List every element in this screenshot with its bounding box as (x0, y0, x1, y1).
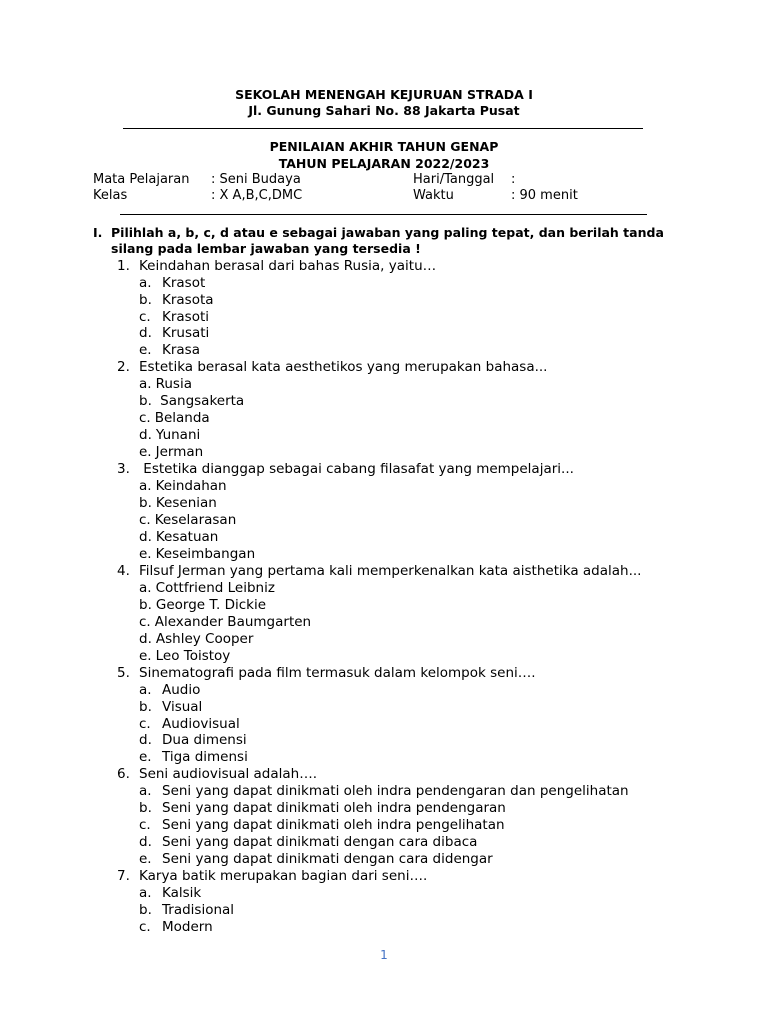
option-1a: a. Krasot (139, 275, 206, 291)
option-5e: e. Tiga dimensi (139, 749, 248, 765)
question-1 (117, 258, 436, 275)
option-5d: d. Dua dimensi (139, 732, 247, 748)
option-7b: b. Tradisional (139, 902, 235, 918)
subject-label: Mata Pelajaran (93, 172, 190, 187)
option-2b: b. Sangsakerta (139, 393, 245, 409)
time-value: : 90 menit (511, 188, 578, 203)
instruction-text: Pilihlah a, b, c, d atau e sebagai jawaban yang paling tepat, dan berilah tanda silang pada lembar jawaban yang tersedia ! (111, 225, 664, 256)
class-value: : X A,B,C,DMC (211, 188, 303, 203)
date-value: : (511, 172, 516, 187)
question-4 (117, 563, 641, 580)
question-number: 3. (117, 461, 130, 477)
option-3c: c. Keselarasan (139, 512, 237, 528)
option-1b: b. Krasota (139, 292, 214, 308)
question-text: Filsuf Jerman yang pertama kali memperkenalkan kata aisthetika adalah... (139, 563, 642, 579)
option-3e: e. Keseimbangan (139, 546, 256, 562)
section-instruction (93, 225, 693, 257)
option-2e: e. Jerman (139, 444, 204, 460)
question-text: Keindahan berasal dari bahas Rusia, yaitu… (139, 258, 437, 274)
question-text: Estetika dianggap sebagai cabang filasafat yang mempelajari... (139, 461, 574, 477)
question-text: Karya batik merupakan bagian dari seni…. (139, 868, 428, 884)
option-1d: d. Krusati (139, 325, 210, 341)
option-4c: c. Alexander Baumgarten (139, 614, 312, 630)
option-7a: a. Kalsik (139, 885, 202, 901)
question-7 (117, 868, 427, 885)
option-1e: e. Krasa (139, 342, 200, 358)
question-text: Sinematografi pada film termasuk dalam kelompok seni…. (139, 665, 536, 681)
option-4e: e. Leo Toistoy (139, 648, 231, 664)
class-label: Kelas (93, 188, 128, 203)
question-number: 7. (117, 868, 130, 884)
question-2 (117, 359, 547, 376)
info-divider (120, 214, 647, 215)
option-3d: d. Kesatuan (139, 529, 219, 545)
page-number: 1 (380, 948, 388, 962)
time-label: Waktu (413, 188, 454, 203)
question-number: 1. (117, 258, 130, 274)
option-2c: c. Belanda (139, 410, 210, 426)
question-number: 6. (117, 766, 130, 782)
question-text: Seni audiovisual adalah…. (139, 766, 318, 782)
question-3 (117, 461, 574, 478)
question-number: 2. (117, 359, 130, 375)
option-6e: e. Seni yang dapat dinikmati dengan cara didengar (139, 851, 493, 867)
option-1c: c. Krasoti (139, 309, 210, 325)
school-name: SEKOLAH MENENGAH KEJURUAN STRADA I (235, 87, 533, 102)
option-5a: a. Audio (139, 682, 201, 698)
option-2d: d. Yunani (139, 427, 201, 443)
header-divider (123, 128, 643, 129)
exam-title: PENILAIAN AKHIR TAHUN GENAP (269, 139, 499, 154)
subject-value: : Seni Budaya (211, 172, 301, 187)
option-6c: c. Seni yang dapat dinikmati oleh indra pengelihatan (139, 817, 505, 833)
question-number: 4. (117, 563, 130, 579)
option-3a: a. Keindahan (139, 478, 227, 494)
option-4b: b. George T. Dickie (139, 597, 267, 613)
option-3b: b. Kesenian (139, 495, 217, 511)
option-6d: d. Seni yang dapat dinikmati dengan cara dibaca (139, 834, 478, 850)
option-4a: a. Cottfriend Leibniz (139, 580, 275, 596)
option-7c: c. Modern (139, 919, 213, 935)
section-number: I. (93, 225, 103, 240)
option-6b: b. Seni yang dapat dinikmati oleh indra pendengaran (139, 800, 506, 816)
date-label: Hari/Tanggal (413, 172, 495, 187)
option-6a: a. Seni yang dapat dinikmati oleh indra pendengaran dan pengelihatan (139, 783, 629, 799)
question-text: Estetika berasal kata aesthetikos yang merupakan bahasa... (139, 359, 548, 375)
option-4d: d. Ashley Cooper (139, 631, 254, 647)
school-address: Jl. Gunung Sahari No. 88 Jakarta Pusat (248, 103, 520, 118)
question-6 (117, 766, 317, 783)
question-5 (117, 665, 536, 682)
option-5c: c. Audiovisual (139, 716, 240, 732)
option-2a: a. Rusia (139, 376, 192, 392)
school-year: TAHUN PELAJARAN 2022/2023 (278, 156, 490, 171)
question-number: 5. (117, 665, 130, 681)
option-5b: b. Visual (139, 699, 203, 715)
